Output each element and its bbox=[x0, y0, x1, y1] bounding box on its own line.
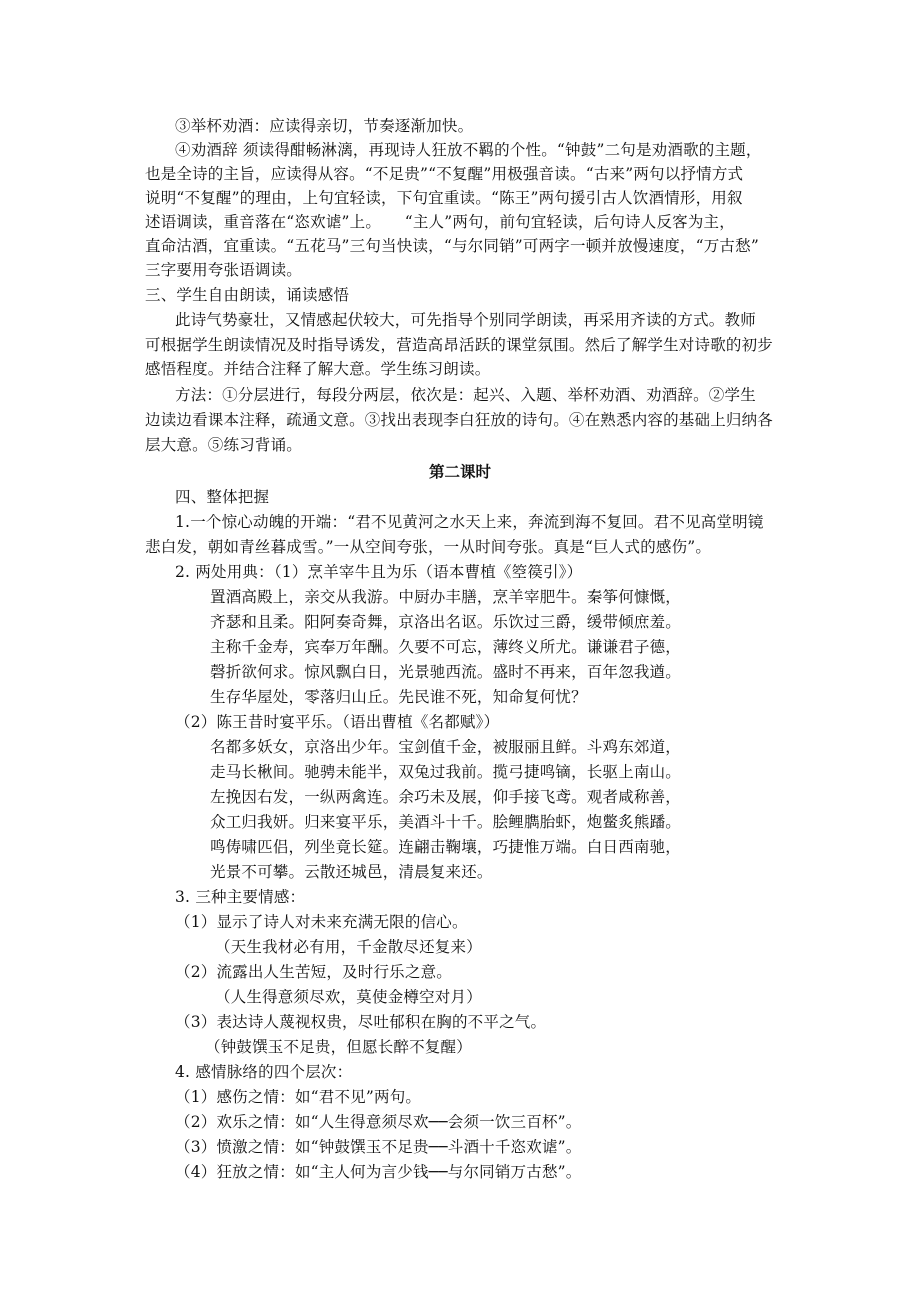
text-line: （4）狂放之情：如“主人何为言少钱──与尔同销万古愁”。 bbox=[175, 1163, 582, 1181]
text-line: （1）感伤之情：如“君不见”两句。 bbox=[175, 1088, 422, 1106]
text-line: （2）流露出人生苦短，及时行乐之意。 bbox=[175, 963, 452, 981]
text-line: 说明“不复醒”的理由，上句宜轻读，下句宜重读。“陈王”两句援引古人饮酒情形，用叙 bbox=[145, 189, 743, 207]
text-line: （3）愤激之情：如“钟鼓馔玉不足贵──斗酒十千恣欢谑”。 bbox=[175, 1138, 582, 1156]
section-heading: 四、整体把握 bbox=[175, 488, 270, 506]
text-line: ④劝酒辞 须读得酣畅淋漓，再现诗人狂放不羁的个性。“钟鼓”二句是劝酒歌的主题， bbox=[175, 141, 762, 159]
poem-line: 名都多妖女，京洛出少年。宝剑值千金，被服丽且鲜。斗鸡东郊道， bbox=[210, 738, 682, 756]
text-line: 直命沽酒，宜重读。“五花马”三句当快读，“与尔同销”可两字一顿并放慢速度，“万古愁” bbox=[145, 237, 759, 255]
poem-line: 齐瑟和且柔。阳阿奏奇舞，京洛出名讴。乐饮过三爵，缓带倾庶羞。 bbox=[210, 613, 682, 631]
poem-line: 置酒高殿上，亲交从我游。中厨办丰膳，烹羊宰肥牛。秦筝何慷慨， bbox=[210, 588, 682, 606]
text-line: 此诗气势豪壮，又情感起伏较大，可先指导个别同学朗读，再采用齐读的方式。教师 bbox=[175, 311, 756, 329]
text-line: 2. 两处用典：（1）烹羊宰牛且为乐（语本曹植《箜篌引》） bbox=[175, 563, 583, 581]
text-line: （天生我材必有用，千金散尽还复来） bbox=[215, 938, 482, 956]
poem-line: 磬折欲何求。惊风飘白日，光景驰西流。盛时不再来，百年忽我遒。 bbox=[210, 663, 682, 681]
text-line: 边读边看课本注释，疏通文意。③找出表现李白狂放的诗句。④在熟悉内容的基础上归纳各 bbox=[145, 411, 774, 429]
poem-line: 光景不可攀。云散还城邑，清晨复来还。 bbox=[210, 863, 493, 881]
poem-line: 鸣俦啸匹侣，列坐竟长筵。连翩击鞠壤，巧捷惟万端。白日西南驰， bbox=[210, 838, 682, 856]
text-line: 3. 三种主要情感： bbox=[175, 888, 306, 906]
text-line: 1.一个惊心动魄的开端：“君不见黄河之水天上来，奔流到海不复回。君不见高堂明镜 bbox=[175, 513, 764, 531]
text-line: （人生得意须尽欢，莫使金樽空对月） bbox=[215, 988, 482, 1006]
text-line: （1）显示了诗人对未来充满无限的信心。 bbox=[175, 913, 468, 931]
text-line: （3）表达诗人蔑视权贵，尽吐郁积在胸的不平之气。 bbox=[175, 1013, 547, 1031]
text-line: 方法：①分层进行，每段分两层，依次是：起兴、入题、举杯劝酒、劝酒辞。②学生 bbox=[175, 386, 756, 404]
text-line: 感悟程度。并结合注释了解大意。学生练习朗读。 bbox=[145, 360, 491, 378]
text-line: ③举杯劝酒：应读得亲切，节奏逐渐加快。 bbox=[175, 117, 474, 135]
text-line: 也是全诗的主旨，应读得从容。“不足贵”“不复醒”用极强音读。“古来”两句以抒情方式 bbox=[145, 165, 744, 183]
section-heading: 三、学生自由朗读，诵读感悟 bbox=[145, 286, 350, 304]
poem-line: 左挽因右发，一纵两禽连。余巧未及展，仰手接飞鸢。观者咸称善， bbox=[210, 788, 682, 806]
poem-line: 众工归我妍。归来宴平乐，美酒斗十千。脍鲤臇胎虾，炮鳖炙熊蹯。 bbox=[210, 813, 682, 831]
poem-line: 生存华屋处，零落归山丘。先民谁不死，知命复何忧？ bbox=[210, 688, 587, 706]
text-line: （2）陈王昔时宴平乐。（语出曹植《名都赋》） bbox=[175, 713, 500, 731]
poem-line: 主称千金寿，宾奉万年酬。久要不可忘，薄终义所尤。谦谦君子德， bbox=[210, 638, 682, 656]
lesson-title: 第二课时 bbox=[428, 462, 491, 481]
text-line: 层大意。⑤练习背诵。 bbox=[145, 436, 303, 454]
text-line: （2）欢乐之情：如“人生得意须尽欢──会须一饮三百杯”。 bbox=[175, 1113, 582, 1131]
poem-line: 走马长楸间。驰骋未能半，双兔过我前。揽弓捷鸣镝，长驱上南山。 bbox=[210, 763, 682, 781]
text-line: 4. 感情脉络的四个层次： bbox=[175, 1063, 353, 1081]
text-line: （钟鼓馔玉不足贵，但愿长醉不复醒） bbox=[205, 1038, 472, 1056]
text-line: 述语调读，重音落在“恣欢谑”上。 “主人”两句，前句宜轻读，后句诗人反客为主， bbox=[145, 213, 735, 231]
text-line: 悲白发，朝如青丝暮成雪。”一从空间夸张，一从时间夸张。真是“巨人式的感伤”。 bbox=[145, 538, 712, 556]
text-line: 可根据学生朗读情况及时指导诱发，营造高昂活跃的课堂氛围。然后了解学生对诗歌的初步 bbox=[145, 336, 774, 354]
text-line: 三字要用夸张语调读。 bbox=[145, 261, 303, 279]
